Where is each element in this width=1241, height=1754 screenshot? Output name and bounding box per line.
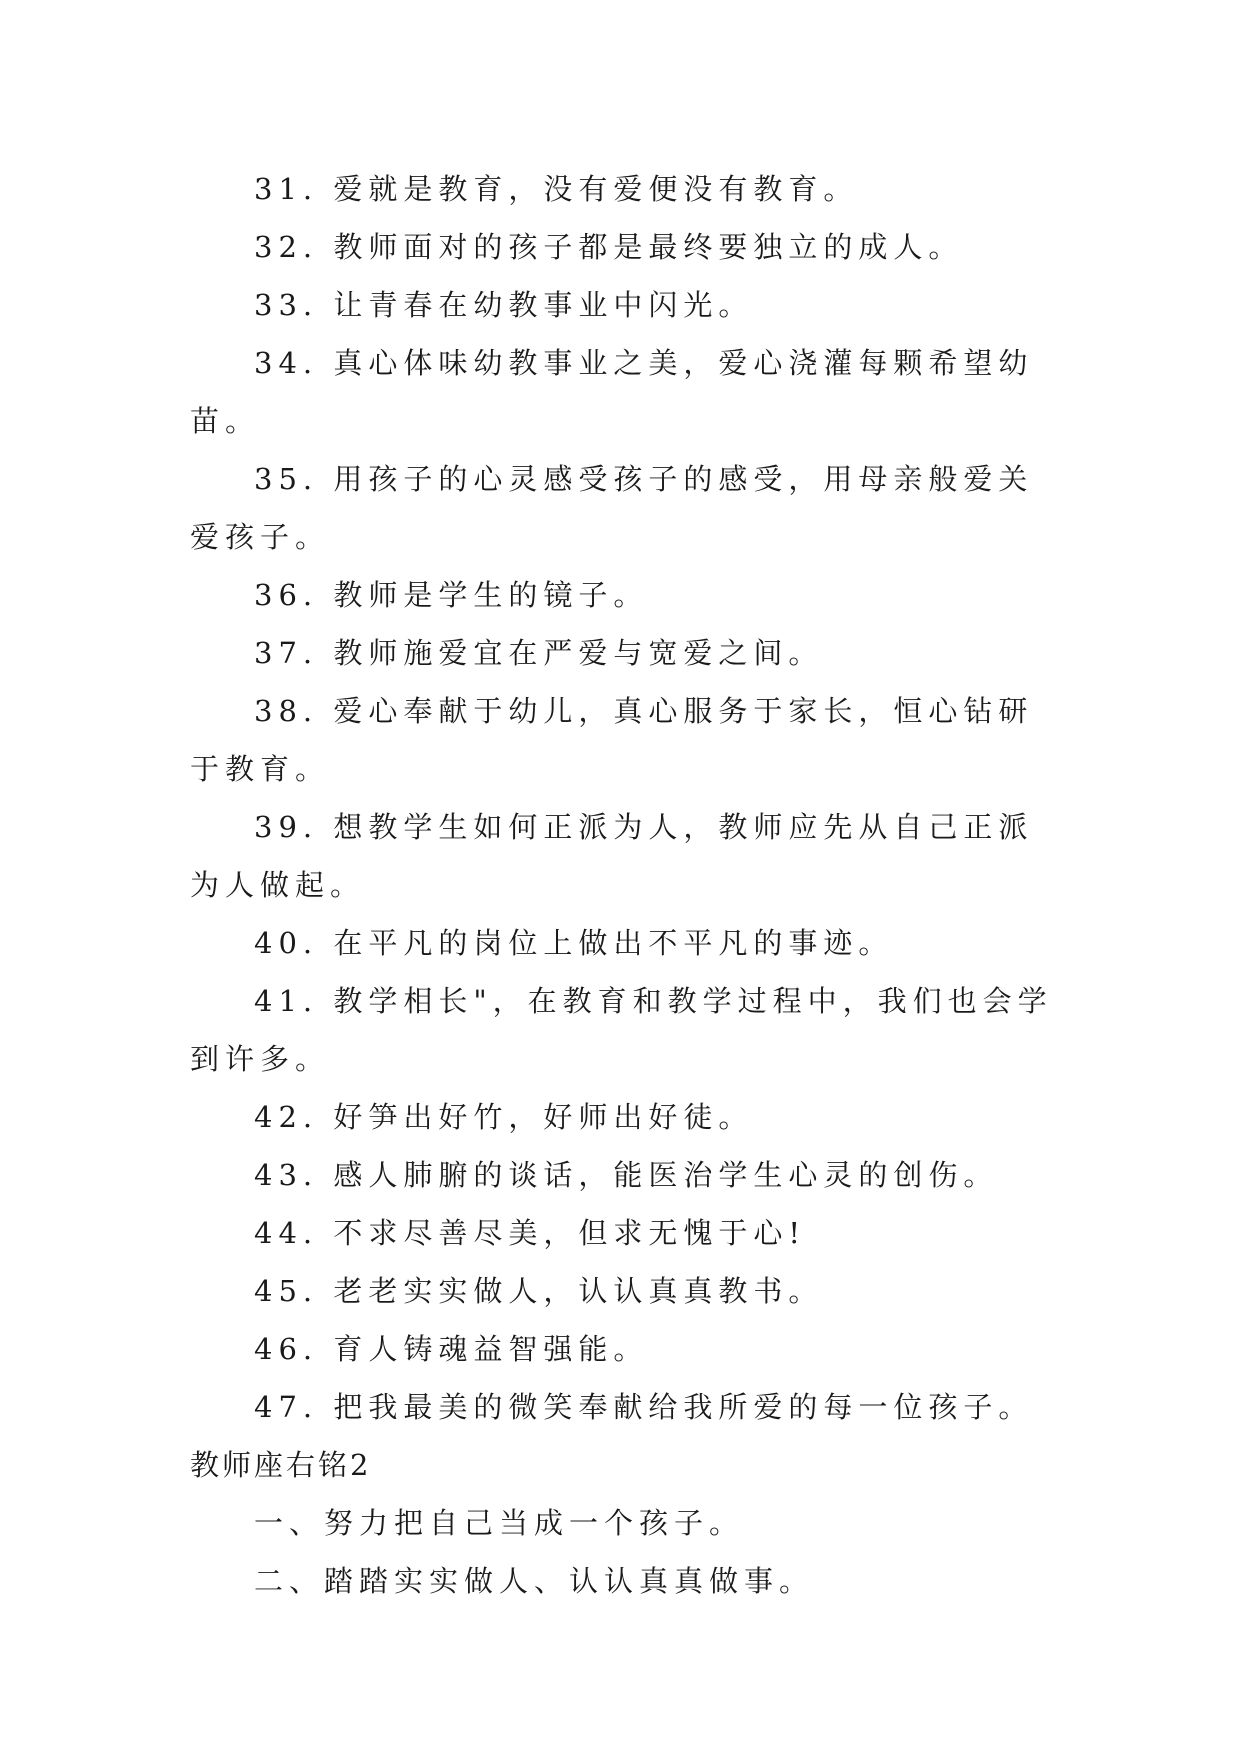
list-item: 31. 爱就是教育，没有爱便没有教育。 bbox=[254, 172, 859, 206]
list-item: 43. 感人肺腑的谈话，能医治学生心灵的创伤。 bbox=[254, 1158, 999, 1192]
list-item: 33. 让青春在幼教事业中闪光。 bbox=[254, 288, 754, 322]
section-list-item: 一、努力把自己当成一个孩子。 bbox=[254, 1506, 745, 1540]
list-item: 39. 想教学生如何正派为人，教师应先从自己正派为人做起。 bbox=[190, 810, 1034, 902]
list-item: 42. 好笋出好竹，好师出好徒。 bbox=[254, 1100, 754, 1134]
list-item: 36. 教师是学生的镜子。 bbox=[254, 578, 649, 612]
list-item: 45. 老老实实做人，认认真真教书。 bbox=[254, 1274, 824, 1308]
list-item: 47. 把我最美的微笑奉献给我所爱的每一位孩子。 bbox=[254, 1390, 1034, 1424]
document-body bbox=[190, 160, 1060, 1610]
list-item: 38. 爱心奉献于幼儿，真心服务于家长，恒心钻研于教育。 bbox=[190, 694, 1034, 786]
list-item: 41. 教学相长"，在教育和教学过程中，我们也会学到许多。 bbox=[190, 984, 1053, 1076]
list-item: 44. 不求尽善尽美，但求无愧于心! bbox=[254, 1216, 806, 1250]
list-item: 35. 用孩子的心灵感受孩子的感受，用母亲般爱关爱孩子。 bbox=[190, 462, 1034, 554]
list-item: 32. 教师面对的孩子都是最终要独立的成人。 bbox=[254, 230, 964, 264]
list-item: 40. 在平凡的岗位上做出不平凡的事迹。 bbox=[254, 926, 894, 960]
list-item: 46. 育人铸魂益智强能。 bbox=[254, 1332, 649, 1366]
list-item: 37. 教师施爱宜在严爱与宽爱之间。 bbox=[254, 636, 824, 670]
list-item: 34. 真心体味幼教事业之美，爱心浇灌每颗希望幼苗。 bbox=[190, 346, 1034, 438]
section-heading: 教师座右铭2 bbox=[190, 1448, 372, 1482]
section-list-item: 二、踏踏实实做人、认认真真做事。 bbox=[254, 1564, 815, 1598]
